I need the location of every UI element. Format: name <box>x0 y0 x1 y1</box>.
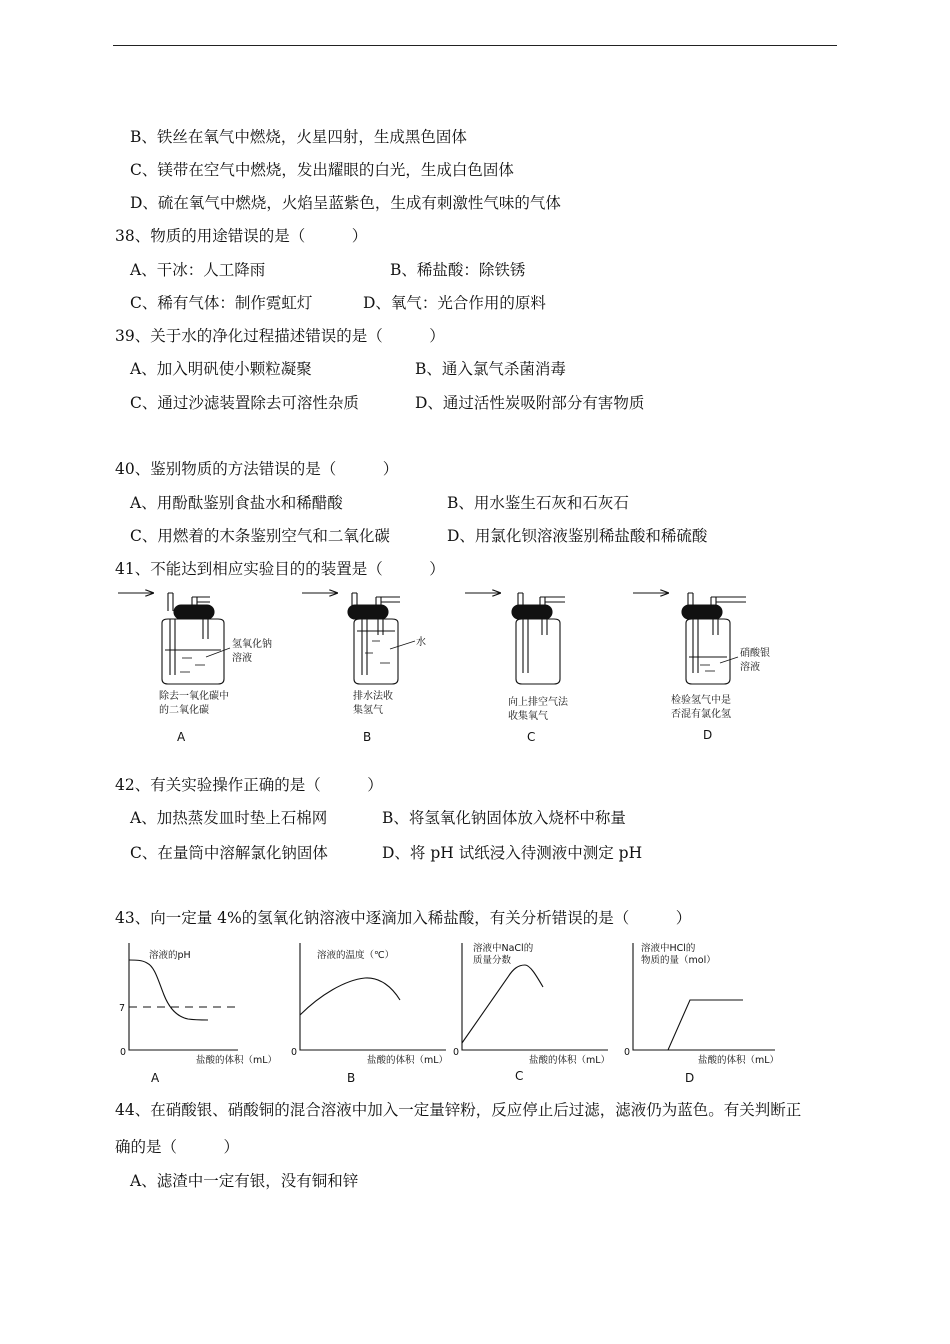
header-rule <box>113 45 837 46</box>
apparatus-c-letter: C <box>527 730 536 744</box>
apparatus-b-letter: B <box>363 730 372 744</box>
apparatus-c-drawing <box>465 593 565 684</box>
q40-option-d: D、用氯化钡溶液鉴别稀盐酸和稀硫酸 <box>447 527 708 545</box>
q42-option-d: D、将 pH 试纸浸入待测液中测定 pH <box>382 844 643 862</box>
graph-d-origin: 0 <box>624 1047 631 1058</box>
apparatus-a-liquid-label: 氢氧化钠 <box>232 639 272 650</box>
q39-option-c: C、通过沙滤装置除去可溶性杂质 <box>130 394 359 412</box>
graph-d-ylabel-2: 物质的量（mol） <box>641 955 716 966</box>
q42-option-b: B、将氢氧化钠固体放入烧杯中称量 <box>382 809 626 827</box>
apparatus-b-caption: 排水法收 <box>353 691 393 702</box>
q41-apparatus-figure <box>110 583 790 748</box>
q43-stem: 43、向一定量 4%的氢氧化钠溶液中逐滴加入稀盐酸，有关分析错误的是（ ） <box>115 909 692 927</box>
q44-stem-2: 确的是（ ） <box>115 1138 240 1156</box>
graph-b-letter: B <box>347 1071 356 1085</box>
q41-stem: 41、不能达到相应实验目的的装置是（ ） <box>115 560 445 578</box>
graph-a-ref-tick: 7 <box>119 1003 126 1014</box>
apparatus-b-drawing <box>302 593 415 684</box>
graph-c-letter: C <box>515 1069 524 1083</box>
q37-option-b: B、铁丝在氧气中燃烧，火星四射，生成黑色固体 <box>130 128 467 146</box>
q40-stem: 40、鉴别物质的方法错误的是（ ） <box>115 460 399 478</box>
apparatus-a-liquid-label-2: 溶液 <box>232 653 252 664</box>
apparatus-a-letter: A <box>177 730 186 744</box>
q37-option-d: D、硫在氧气中燃烧，火焰呈蓝紫色，生成有刺激性气味的气体 <box>130 194 561 212</box>
q44-option-a: A、滤渣中一定有银，没有铜和锌 <box>130 1172 359 1190</box>
q37-option-c: C、镁带在空气中燃烧，发出耀眼的白光，生成白色固体 <box>130 161 514 179</box>
apparatus-d-caption: 检验氢气中是 <box>671 695 731 706</box>
q40-option-c: C、用燃着的木条鉴别空气和二氧化碳 <box>130 527 390 545</box>
graph-c-origin: 0 <box>453 1047 460 1058</box>
q39-stem: 39、关于水的净化过程描述错误的是（ ） <box>115 327 445 345</box>
apparatus-a-caption: 除去一氧化碳中 <box>159 691 229 702</box>
graph-a-ylabel: 溶液的pH <box>149 950 191 961</box>
apparatus-d-liquid-label: 硝酸银 <box>740 648 770 659</box>
apparatus-b-liquid-label: 水 <box>416 637 426 648</box>
apparatus-d-caption-2: 否混有氯化氢 <box>671 709 731 720</box>
graph-c-ylabel-2: 质量分数 <box>473 955 512 966</box>
graph-d-letter: D <box>685 1071 695 1085</box>
apparatus-d-drawing <box>633 593 746 684</box>
apparatus-b-caption-2: 集氢气 <box>353 705 383 716</box>
apparatus-a-drawing <box>118 593 230 684</box>
graph-a-letter: A <box>151 1071 160 1085</box>
q42-stem: 42、有关实验操作正确的是（ ） <box>115 776 383 794</box>
apparatus-c-caption-2: 收集氧气 <box>508 711 548 722</box>
q38-stem: 38、物质的用途错误的是（ ） <box>115 227 368 245</box>
apparatus-d-letter: D <box>703 728 713 742</box>
q42-option-a: A、加热蒸发皿时垫上石棉网 <box>130 809 328 827</box>
q38-option-b: B、稀盐酸：除铁锈 <box>390 261 526 279</box>
q38-option-c: C、稀有气体：制作霓虹灯 <box>130 294 313 312</box>
q42-option-c: C、在量筒中溶解氯化钠固体 <box>130 844 328 862</box>
q38-option-d: D、氧气：光合作用的原料 <box>363 294 546 312</box>
apparatus-d-liquid-label-2: 溶液 <box>740 662 760 673</box>
q38-option-a: A、干冰：人工降雨 <box>130 261 266 279</box>
q39-option-b: B、通入氯气杀菌消毒 <box>415 360 566 378</box>
graph-a-origin: 0 <box>120 1047 127 1058</box>
graph-a-xlabel: 盐酸的体积（mL） <box>196 1055 278 1066</box>
graph-d-ylabel: 溶液中HCl的 <box>641 943 696 954</box>
q39-option-d: D、通过活性炭吸附部分有害物质 <box>415 394 645 412</box>
q44-stem: 44、在硝酸银、硝酸铜的混合溶液中加入一定量锌粉，反应停止后过滤，滤液仍为蓝色。有关判断正 <box>115 1101 802 1119</box>
graph-b-origin: 0 <box>291 1047 298 1058</box>
q43-graphs-figure <box>110 935 790 1090</box>
graph-d-xlabel: 盐酸的体积（mL） <box>698 1055 780 1066</box>
q40-option-a: A、用酚酞鉴别食盐水和稀醋酸 <box>130 494 343 512</box>
apparatus-c-caption: 向上排空气法 <box>508 697 568 708</box>
graph-b-ylabel: 溶液的温度（℃） <box>317 950 395 961</box>
q39-option-a: A、加入明矾使小颗粒凝聚 <box>130 360 312 378</box>
graph-b-xlabel: 盐酸的体积（mL） <box>367 1055 449 1066</box>
apparatus-a-caption-2: 的二氧化碳 <box>159 705 209 716</box>
graph-c-xlabel: 盐酸的体积（mL） <box>529 1055 611 1066</box>
q40-option-b: B、用水鉴生石灰和石灰石 <box>447 494 629 512</box>
graph-c-ylabel: 溶液中NaCl的 <box>473 943 534 954</box>
